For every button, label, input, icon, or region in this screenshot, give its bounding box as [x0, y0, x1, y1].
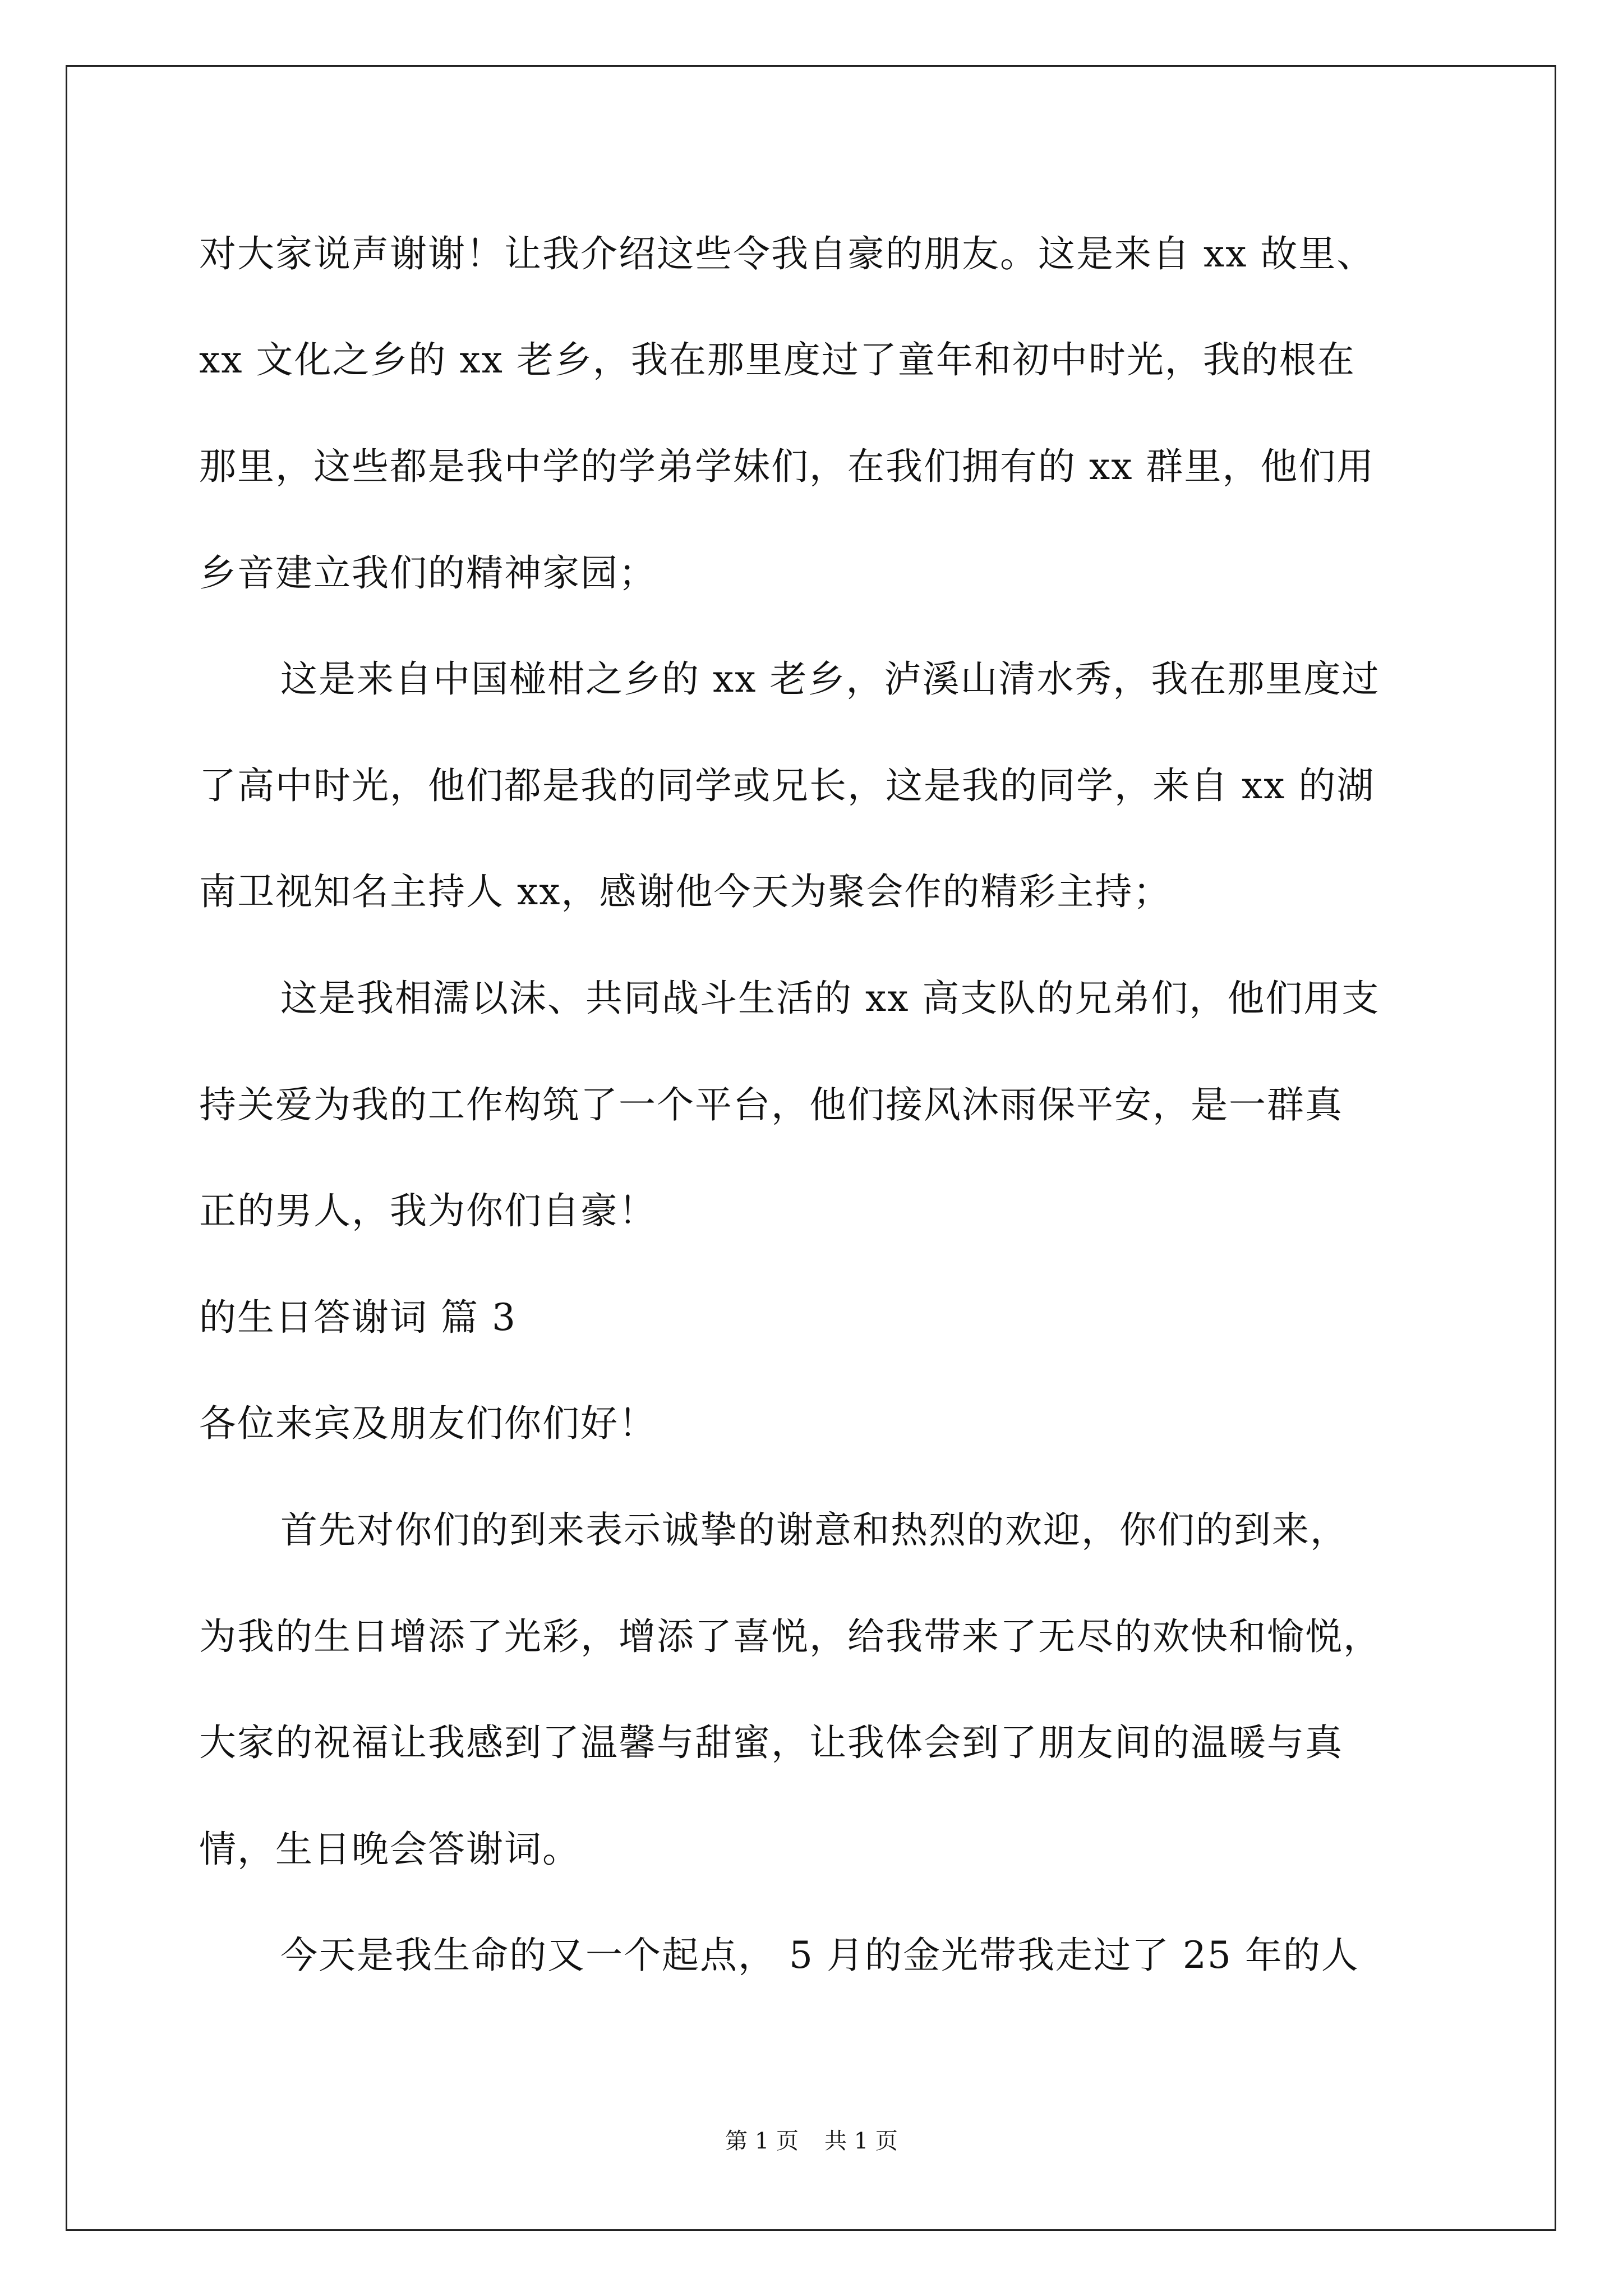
text-line: 了高中时光，他们都是我的同学或兄长，这是我的同学，来自 xx 的湖	[199, 764, 1375, 807]
page-number: 第 1 页	[725, 2128, 799, 2154]
text-line: 今天是我生命的又一个起点， 5 月的金光带我走过了 25 年的人	[280, 1934, 1359, 1977]
text-line: 为我的生日增添了光彩，增添了喜悦，给我带来了无尽的欢快和愉悦，	[199, 1615, 1381, 1658]
text-line: 情，生日晚会答谢词。	[199, 1828, 580, 1871]
text-line: xx 文化之乡的 xx 老乡，我在那里度过了童年和初中时光，我的根在	[199, 338, 1355, 381]
text-line: 乡音建立我们的精神家园；	[199, 551, 657, 595]
text-line: 这是来自中国椪柑之乡的 xx 老乡，泸溪山清水秀，我在那里度过	[280, 657, 1380, 701]
text-line: 那里，这些都是我中学的学弟学妹们，在我们拥有的 xx 群里，他们用	[199, 445, 1375, 488]
page-footer	[0, 2127, 1623, 2155]
text-line: 对大家说声谢谢！让我介绍这些令我自豪的朋友。这是来自 xx 故里、	[199, 232, 1375, 275]
section-heading: 的生日答谢词 篇 3	[199, 1296, 517, 1339]
page-border	[66, 65, 1556, 2231]
text-line: 大家的祝福让我感到了温馨与甜蜜，让我体会到了朋友间的温暖与真	[199, 1721, 1343, 1764]
text-line: 这是我相濡以沫、共同战斗生活的 xx 高支队的兄弟们，他们用支	[280, 977, 1380, 1020]
text-line: 正的男人，我为你们自豪！	[199, 1189, 657, 1232]
text-line: 南卫视知名主持人 xx，感谢他今天为聚会作的精彩主持；	[199, 870, 1172, 913]
page-total: 共 1 页	[824, 2128, 898, 2154]
text-line: 持关爱为我的工作构筑了一个平台，他们接风沐雨保平安，是一群真	[199, 1083, 1343, 1126]
greeting-line: 各位来宾及朋友们你们好！	[199, 1402, 657, 1445]
text-line: 首先对你们的到来表示诚挚的谢意和热烈的欢迎，你们的到来，	[280, 1508, 1348, 1552]
